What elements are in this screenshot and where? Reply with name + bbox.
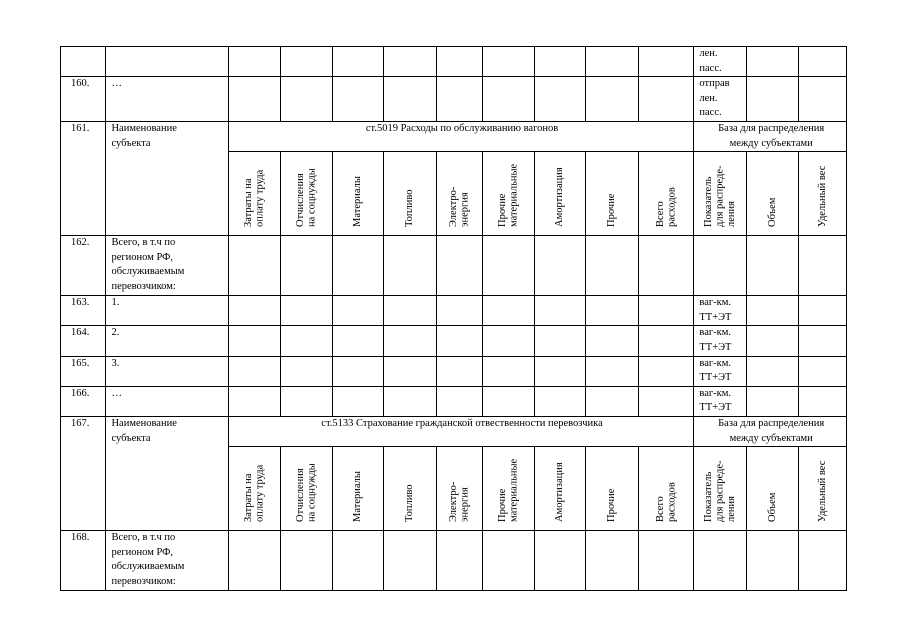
empty-cell: [483, 236, 535, 296]
empty-cell: [281, 356, 333, 386]
empty-cell: [586, 386, 639, 416]
column-header: [638, 152, 694, 236]
subject-name-header: Наименование субъекта: [106, 416, 228, 530]
empty-cell: [799, 386, 847, 416]
column-header-label: Прочие: [606, 488, 618, 523]
row-number: 161.: [61, 121, 106, 235]
column-header: [586, 152, 639, 236]
column-header-label: Прочие материальные: [497, 163, 520, 228]
table-row: [61, 121, 847, 151]
empty-cell: [332, 47, 384, 77]
empty-cell: [638, 236, 694, 296]
empty-cell: [228, 236, 281, 296]
column-header: [281, 447, 333, 531]
empty-cell: [746, 47, 799, 77]
column-header: [483, 152, 535, 236]
base-title: База для распределения между субъектами: [694, 416, 847, 446]
column-header-label: Объем: [766, 197, 778, 228]
empty-cell: [483, 296, 535, 326]
base-indicator: ваг-км. ТТ+ЭТ: [694, 386, 747, 416]
section-title: ст.5133 Страхование гражданской отвественности перевозчика: [228, 416, 694, 446]
empty-cell: [228, 531, 281, 591]
empty-cell: [228, 296, 281, 326]
column-header-label: Затраты на оплату труда: [242, 169, 266, 228]
empty-cell: [799, 326, 847, 356]
empty-cell: [332, 236, 384, 296]
empty-cell: [638, 326, 694, 356]
empty-cell: [534, 531, 586, 591]
column-header: [281, 152, 333, 236]
column-header-label: Материалы: [352, 471, 364, 523]
empty-cell: [534, 236, 586, 296]
row-number: 160.: [61, 77, 106, 122]
column-header: [228, 152, 281, 236]
empty-cell: [638, 386, 694, 416]
base-indicator: отправ лен. пасс.: [694, 77, 747, 122]
empty-cell: [746, 326, 799, 356]
column-header: [436, 447, 482, 531]
empty-cell: [638, 531, 694, 591]
column-header: [694, 152, 747, 236]
column-header: [228, 447, 281, 531]
empty-cell: [586, 531, 639, 591]
empty-cell: [436, 296, 482, 326]
subject-name: 1.: [106, 296, 228, 326]
empty-cell: [746, 77, 799, 122]
column-header-label: Амортизация: [554, 167, 566, 228]
row-number: 166.: [61, 386, 106, 416]
empty-cell: [332, 296, 384, 326]
empty-cell: [586, 236, 639, 296]
column-header-label: Электро- энергия: [448, 186, 471, 228]
empty-cell: [228, 77, 281, 122]
subject-name-header: Наименование субъекта: [106, 121, 228, 235]
table-row: [61, 77, 847, 122]
table-row: [61, 386, 847, 416]
empty-cell: [746, 296, 799, 326]
total-label: Всего, в т.ч по регионом РФ, обслуживаемым перевозчиком:: [106, 236, 228, 296]
empty-cell: [436, 326, 482, 356]
column-header: [746, 447, 799, 531]
base-indicator: лен. пасс.: [694, 47, 747, 77]
table-row: [61, 416, 847, 446]
column-header-label: Всего расходов: [654, 482, 678, 523]
column-header-label: Отчисления на соцнужды: [294, 168, 318, 228]
empty-cell: [534, 356, 586, 386]
empty-cell: [799, 531, 847, 591]
empty-cell: [638, 356, 694, 386]
empty-cell: [384, 356, 437, 386]
column-header: [384, 447, 437, 531]
column-header: [436, 152, 482, 236]
empty-cell: [694, 531, 747, 591]
base-indicator: ваг-км. ТТ+ЭТ: [694, 356, 747, 386]
column-header-label: Материалы: [352, 176, 364, 228]
empty-cell: [638, 296, 694, 326]
empty-cell: [746, 531, 799, 591]
empty-cell: [384, 47, 437, 77]
subject-name: 3.: [106, 356, 228, 386]
base-title: База для распределения между субъектами: [694, 121, 847, 151]
empty-cell: [281, 386, 333, 416]
empty-cell: [746, 236, 799, 296]
empty-cell: [228, 47, 281, 77]
column-header: [332, 152, 384, 236]
empty-cell: [483, 531, 535, 591]
column-header: [746, 152, 799, 236]
column-header: [799, 152, 847, 236]
column-header: [483, 447, 535, 531]
empty-cell: [281, 531, 333, 591]
row-number: 164.: [61, 326, 106, 356]
empty-cell: [332, 386, 384, 416]
empty-cell: [281, 326, 333, 356]
table-row: [61, 47, 847, 77]
empty-cell: [436, 47, 482, 77]
empty-cell: [228, 356, 281, 386]
column-header-label: Топливо: [404, 484, 416, 523]
base-indicator: ваг-км. ТТ+ЭТ: [694, 326, 747, 356]
table-row: [61, 296, 847, 326]
empty-cell: [384, 77, 437, 122]
row-number: 168.: [61, 531, 106, 591]
subject-name: …: [106, 77, 228, 122]
column-header-label: Амортизация: [554, 462, 566, 523]
column-header: [694, 447, 747, 531]
empty-cell: [436, 531, 482, 591]
table-row: [61, 531, 847, 591]
column-header-label: Всего расходов: [654, 187, 678, 228]
empty-cell: [483, 386, 535, 416]
subject-name: [106, 47, 228, 77]
row-number: [61, 47, 106, 77]
empty-cell: [534, 386, 586, 416]
cost-allocation-table: [60, 46, 847, 591]
column-header-label: Затраты на оплату труда: [242, 464, 266, 523]
row-number: 162.: [61, 236, 106, 296]
empty-cell: [638, 77, 694, 122]
column-header-label: Удельный вес: [816, 165, 828, 228]
subject-name: 2.: [106, 326, 228, 356]
base-indicator: ваг-км. ТТ+ЭТ: [694, 296, 747, 326]
column-header: [332, 447, 384, 531]
column-header: [384, 152, 437, 236]
empty-cell: [799, 296, 847, 326]
empty-cell: [586, 296, 639, 326]
empty-cell: [436, 77, 482, 122]
empty-cell: [534, 47, 586, 77]
empty-cell: [384, 236, 437, 296]
column-header-label: Удельный вес: [816, 460, 828, 523]
empty-cell: [586, 356, 639, 386]
section-title: ст.5019 Расходы по обслуживанию вагонов: [228, 121, 694, 151]
empty-cell: [586, 77, 639, 122]
empty-cell: [483, 326, 535, 356]
column-header: [799, 447, 847, 531]
empty-cell: [332, 77, 384, 122]
column-header: [534, 447, 586, 531]
subject-name: …: [106, 386, 228, 416]
column-header-label: Прочие: [606, 193, 618, 228]
empty-cell: [638, 47, 694, 77]
empty-cell: [534, 326, 586, 356]
empty-cell: [384, 531, 437, 591]
empty-cell: [799, 77, 847, 122]
column-header: [638, 447, 694, 531]
empty-cell: [483, 47, 535, 77]
empty-cell: [534, 296, 586, 326]
empty-cell: [799, 356, 847, 386]
empty-cell: [534, 77, 586, 122]
column-header-label: Топливо: [404, 189, 416, 228]
column-header: [586, 447, 639, 531]
empty-cell: [384, 326, 437, 356]
empty-cell: [384, 296, 437, 326]
empty-cell: [799, 47, 847, 77]
empty-cell: [436, 386, 482, 416]
row-number: 167.: [61, 416, 106, 530]
empty-cell: [384, 386, 437, 416]
empty-cell: [436, 356, 482, 386]
empty-cell: [694, 236, 747, 296]
document-page: [60, 46, 847, 591]
column-header-label: Электро- энергия: [448, 481, 471, 523]
empty-cell: [746, 356, 799, 386]
empty-cell: [281, 236, 333, 296]
empty-cell: [332, 356, 384, 386]
column-header-label: Отчисления на соцнужды: [294, 463, 318, 523]
row-number: 165.: [61, 356, 106, 386]
empty-cell: [228, 326, 281, 356]
column-header: [534, 152, 586, 236]
empty-cell: [746, 386, 799, 416]
empty-cell: [281, 296, 333, 326]
empty-cell: [586, 326, 639, 356]
empty-cell: [332, 326, 384, 356]
empty-cell: [483, 356, 535, 386]
total-label: Всего, в т.ч по регионом РФ, обслуживаемым перевозчиком:: [106, 531, 228, 591]
column-header-label: Показатель для распреде- ления: [702, 165, 737, 228]
column-header-label: Показатель для распреде- ления: [702, 460, 737, 523]
table-row: [61, 356, 847, 386]
column-header-label: Прочие материальные: [497, 458, 520, 523]
empty-cell: [332, 531, 384, 591]
table-row: [61, 236, 847, 296]
empty-cell: [228, 386, 281, 416]
row-number: 163.: [61, 296, 106, 326]
column-header-label: Объем: [766, 492, 778, 523]
empty-cell: [436, 236, 482, 296]
empty-cell: [281, 47, 333, 77]
empty-cell: [483, 77, 535, 122]
table-row: [61, 326, 847, 356]
empty-cell: [586, 47, 639, 77]
empty-cell: [799, 236, 847, 296]
empty-cell: [281, 77, 333, 122]
